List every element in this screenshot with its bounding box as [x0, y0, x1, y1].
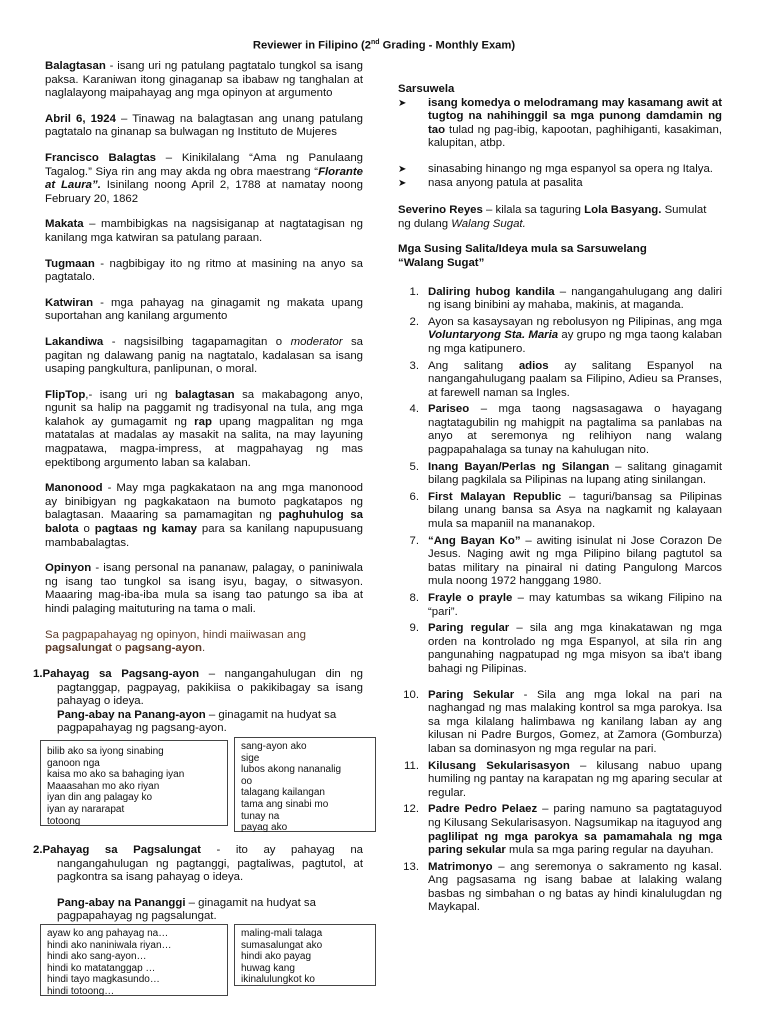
sarsuwela-bullets [372, 97, 722, 191]
list-item: 10. Paring Sekular - Sila ang mga lokal na pari na naghangad ng mas malaking kontrol sa mga parokya. Isa sa mga kilalang halimbawa ng kanilang laban ay ang kilusan ni Padre Burgos, Gomez, at Zamora (Gomburza) laban sa dominasyon ng mga regular na pari. [403, 688, 722, 755]
susing-salita-list [398, 286, 722, 916]
list-item: kaisa mo ako sa bahaging iyan [47, 769, 185, 781]
list-item: 12. Padre Pedro Pelaez – paring namuno sa pagtataguyod ng Kilusang Sekularisasyon. Nagsumikap na itaguyod ang paglilipat ng mga parokya sa pamamahala ng mga paring sekular mula sa mga paring regular na dayuhan. [403, 803, 722, 857]
list-item: totoong [47, 815, 81, 827]
sarsuwela-heading: Sarsuwela [398, 83, 455, 95]
list-item: 1. Daliring hubog kandila – nangangahulugang ang daliri ng isang binibini ay mahaba, makinis, at maganda. [409, 285, 723, 312]
intro-opinyon: Sa pagpapahayag ng opinyon, hindi maiiwasan ang pagsalungat o pagsang-ayon. [45, 628, 306, 655]
list-item: 7. “Ang Bayan Ko” – awiting isinulat ni Jose Corazon De Jesus. Naging awit ng mga Pilipino bilang pagtutol sa batas military na pinairal ni dating Pangulong Marcos mula noong 1972 hanggang 1980. [409, 534, 722, 588]
list-item: 6. First Malayan Republic – taguri/bansag sa Pilipinas bilang unang bansa sa Asya na nagkamit ng kalayaan mula sa mapaniil na mananakop. [409, 490, 722, 531]
list-item: ➤ isang komedya o melodramang may kasamang awit at tugtog na nahihinggil sa mga punong damdamin ng tao tulad ng pag-ibig, kapootan, paghihiganti, kasakiman, kalupitan, atbp. [398, 96, 722, 150]
list-item: maling-mali talaga [241, 928, 323, 939]
list-item: 3. Ang salitang adios ay salitang Espanyol na nangangahulugang paalam sa Filipino, Adieu sa Pranses, at farewell naman sa Ingles. [409, 359, 722, 399]
list-item: bilib ako sa iyong sinabing [47, 746, 164, 757]
pagsalungat-box-b [234, 924, 376, 986]
list-item: 4. Pariseo – mga taong nagsasagawa o hayagang nagtatagubilin ng mahigpit na pagtalima sa panlabas na anyo at seremonya ng relihiyon nang walang pagpapahalaga sa tunay na kahulugan nito. [409, 403, 722, 457]
list-item: iyan din ang palagay ko [47, 792, 153, 804]
pagsalungat-section: 2.Pahayag sa Pagsalungat - ito ay pahayag na nangangahulugan ng pagtanggi, pagtaliwas, pagtutol, at pagkontra sa isang pahayag o ideya. Pang-abay na Pananggi – ginagamit na hudyat sa pagpapahayag ng pagsalungat. [33, 844, 363, 923]
list-item: huwag kang [241, 962, 295, 974]
entry-makata: Makata – mambibigkas na nagsisiganap at nagtatagisan ng kanilang mga katwiran sa patulang paraan. [45, 218, 363, 244]
list-item: sang-ayon ako [241, 741, 307, 752]
list-item: hindi ako sang-ayon… [47, 951, 147, 963]
entry-fliptop: FlipTop,- isang uri ng balagtasan sa makabagong anyo, ngunit sa halip na paggamit ng tradisyonal na tula, ang mga kalahok ay gumagamit ng rap upang magpalitan ng mga matatalas at madalas ay masakit na salita, na may layuning magpatawa, magpa-impress, at magpahayag ng mas epektibong argumento laban sa kalaban. [45, 388, 363, 469]
list-item: hindi ko matatanggap … [47, 962, 156, 974]
list-item: 8. Frayle o prayle – may katumbas sa wikang Filipino na “pari”. [409, 592, 722, 618]
list-item: ➤ nasa anyong patula at pasalita [398, 176, 583, 189]
list-item: 9. Paring regular – sila ang mga kinakatawan ng mga orden na kontrolado ng mga Espanyol, at sila rin ang pangunahing nagpatupad ng mga misyon sa iba't ibang bahagi ng Pilipinas. [409, 622, 722, 675]
right-column [398, 83, 722, 918]
entry-lakandiwa: Lakandiwa - nagsisilbing tagapamagitan o moderator sa pagitan ng dalawang panig na nagtatalo, kadalasan sa isang usaping pangkultura, panlipunan, o moral. [45, 335, 363, 376]
pagsang-ayon-box-b [234, 737, 376, 832]
susing-salita-heading: Mga Susing Salita/Ideya mula sa Sarsuwelang “Walang Sugat” [398, 243, 647, 269]
list-item: ayaw ko ang pahayag na… [47, 928, 169, 939]
list-item: sige [241, 752, 260, 764]
list-item: tunay na [241, 810, 280, 822]
pagsang-ayon-box-a [40, 740, 228, 826]
page-title: Reviewer in Filipino (2nd Grading - Monthly Exam) [252, 39, 516, 52]
list-item: sumasalungat ako [241, 939, 323, 951]
left-column [45, 60, 363, 656]
arrow-bullet-icon: ➤ [398, 177, 407, 189]
list-item: lubos akong nananalig [241, 764, 342, 776]
list-item: iyan ay nararapat [47, 803, 125, 815]
list-item: hindi totoong… [47, 985, 115, 997]
pagsalungat-box-a [40, 924, 228, 996]
arrow-bullet-icon: ➤ [398, 97, 407, 109]
list-item: hindi ako payag [241, 951, 312, 963]
list-item: talagang kailangan [241, 787, 325, 799]
list-item: ganoon nga [47, 757, 100, 769]
list-item: payag ako [241, 822, 288, 834]
list-item: hindi tayo magkasundo… [47, 974, 160, 986]
list-item: 2. Ayon sa kasaysayan ng rebolusyon ng Pilipinas, ang mga Voluntaryong Sta. Maria ay grupo ng mga taong kalaban ng mga katipunero. [409, 315, 722, 355]
list-item: ➤ sinasabing hinango ng mga espanyol sa opera ng Italya. [398, 162, 713, 175]
arrow-bullet-icon: ➤ [398, 163, 407, 175]
list-item: 13. Matrimonyo – ang seremonya o sakramento ng kasal. Ang pagsasama ng isang babae at lalaking walang basbas ng simbahan o ng batas ay hindi kinalulugdan ng Maykapal. [403, 860, 722, 914]
entry-manonood: Manonood - May mga pagkakataon na ang mga manonood ay binibigyan ng pagkakataon na bumoto pagkatapos ng balagtasan. Maaaring sa pamamagitan ng paghuhulog sa balota o pagtaas ng kamay para sa kanilang napupusuang mambabalagtas. [45, 482, 364, 549]
entry-tugmaan: Tugmaan - nagbibigay ito ng ritmo at masining na anyo sa pagtatalo. [45, 257, 363, 284]
entry-francisco-balagtas: Francisco Balagtas – Kinikilalang “Ama ng Panulaang Tagalog.” Siya rin ang may akda ng obra maestrang “Florante at Laura”. Isinilang noong April 2, 1788 at namatay noong February 20, 1862 [45, 151, 363, 205]
pagsang-ayon-section: 1.Pahayag sa Pagsang-ayon – nangangahulugan din ng pagtanggap, pagpayag, pakikiisa o pakikibagay sa isang pahayag o ideya. Pang-abay na Panang-ayon – ginagamit na hudyat sa pagpapahayag ng pagsang-ayon. [33, 668, 363, 735]
list-item: tama ang sinabi mo [241, 798, 329, 810]
entry-katwiran: Katwiran - mga pahayag na ginagamit ng makata upang suportahan ang kanilang argumento [45, 296, 363, 323]
entry-opinyon: Opinyon - isang personal na pananaw, palagay, o paniniwala ng isang tao tungkol sa isang isyu, bagay, o sitwasyon. Maaaring mag-iba-iba mula sa isang tao patungo sa iba at hindi palaging maituturing na tama o mali. [45, 562, 363, 615]
list-item: 11. Kilusang Sekularisasyon – kilusang nabuo upang humiling ng pantay na karapatan ng mg aparing secular at regular. [404, 759, 723, 799]
list-item: 5. Inang Bayan/Perlas ng Silangan – salitang ginagamit bilang pagkilala sa Pilipinas na lupang ating sinilangan. [409, 460, 723, 487]
list-item: Maaasahan mo ako riyan [47, 780, 160, 792]
list-item: ikinalulungkot ko [241, 974, 315, 986]
entry-abril: Abril 6, 1924 – Tinawag na balagtasan ang unang patulang pagtatalo na ginanap sa bulwagan ng Instituto de Mujeres [45, 112, 363, 139]
entry-balagtasan: Balagtasan - isang uri ng patulang pagtatalo tungkol sa isang paksa. Karaniwan itong ginaganap sa ibabaw ng tanghalan at naglalayong maipahayag ang mga opinyon at argumento [45, 60, 363, 100]
list-item: hindi ako naniniwala riyan… [47, 939, 172, 951]
entry-severino-reyes: Severino Reyes – kilala sa taguring Lola Basyang. Sumulat ng dulang Walang Sugat. [398, 204, 707, 230]
list-item: oo [241, 775, 253, 787]
